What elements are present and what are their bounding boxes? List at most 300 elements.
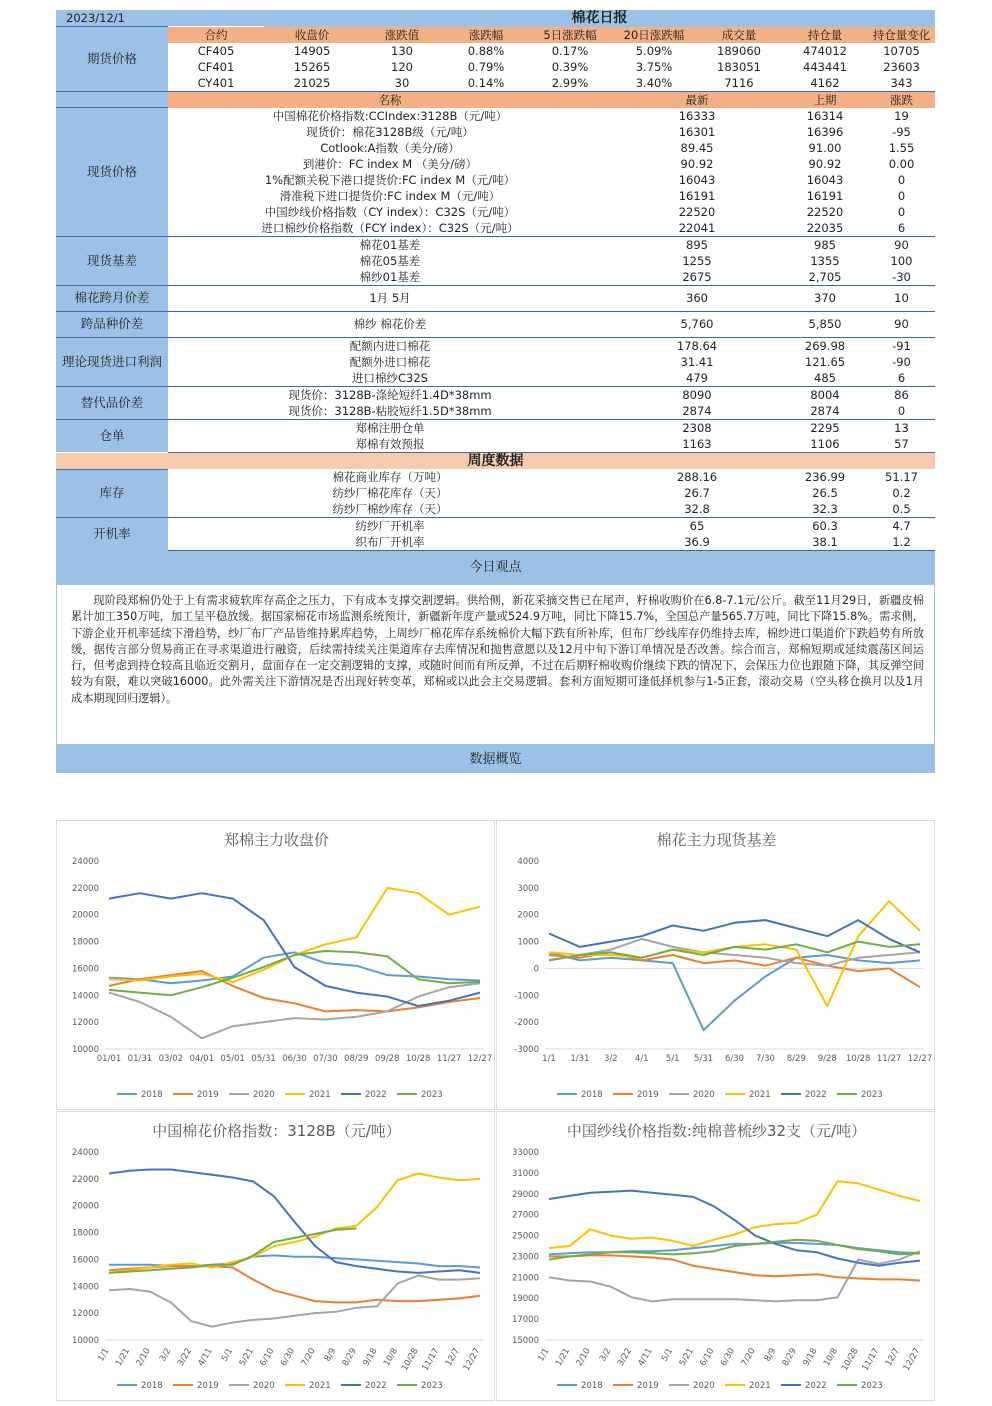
series-line-2020 (549, 1251, 920, 1301)
y-tick-label: 31000 (511, 1168, 539, 1179)
spot-row (56, 386, 935, 403)
x-tick-label: 8/9 (762, 1346, 779, 1364)
x-tick-label: 6/30 (278, 1346, 298, 1369)
spot-name: 进口棉纱C32S (168, 370, 612, 387)
spot-prev: 485 (782, 370, 868, 387)
y-tick-label: 29000 (511, 1189, 539, 1200)
spot-latest: 2308 (612, 419, 782, 436)
futures-cell: 2.99% (528, 75, 612, 92)
futures-cell: 343 (868, 75, 935, 92)
weekly-row (56, 501, 935, 518)
weekly-name: 棉花商业库存（万吨） (332, 470, 448, 484)
spot-group-label: 现货基差 (56, 236, 168, 285)
futures-cell: 0.14% (444, 75, 528, 92)
spot-name: 配额内进口棉花 (168, 337, 612, 354)
legend-label: 2023 (421, 1381, 443, 1391)
spot-latest: 895 (612, 236, 782, 253)
opinion-text: 现阶段郑棉仍处于上有需求疲软库存高企之压力，下有成本支撑交割逻辑。供给侧，新花采摘交售已在尾声，籽棉收购价在6.8-7.1元/公斤。截至11月29日，新疆皮棉累计加工350万吨，加工呈平稳放缓。据国家棉花市场监测系统预计，新疆新年度产量或524.9万吨，同比下降15.7%，全国总产量565.7万吨，同比下降15.8%。需求侧，下游企业开机率延续下滑趋势，纱厂布厂产品皆维持累库趋势，上周纱厂棉花库存系统棉价大幅下跌有所补库，但布厂纱线库存仍维持去库，棉纱进口渠道价下跌趋势有所放缓，据传言部分贸易商正在寻求渠道进行融资，后续需持续关注渠道库存去库情况和抛售意愿以及12月中旬下游订单情况是否改善。综合而言，郑棉短期或延续震荡区间运行，但考虑到持仓较高且临近交割月，盘面存在一定交割逻辑的支撑，或随时间而有所反弹，不过在后期籽棉收购价继续下跌的情况下，会保压力位也跟随下降，其反弹空间较为有限，难以突破16000。此外需关注下游情况是否出现好转变革，郑棉或以此会主交易逻辑。套利方面短期可逢低择机参与1-5正套，滚动交易（空头移仓换月以及1月成本期现回归逻辑）。 (56, 585, 935, 745)
x-tick-label: 11/27 (436, 1054, 462, 1064)
y-tick-label: 18000 (71, 1228, 99, 1239)
weekly-name: 织布厂开机率 (168, 534, 612, 551)
weekly-change: 4.7 (868, 518, 935, 535)
spot-group-label: 现货价格 (56, 108, 168, 237)
x-tick-label: 9/18 (361, 1346, 380, 1369)
spot-row (56, 204, 935, 220)
futures-cell: 130 (391, 43, 413, 58)
spot-prev: 1106 (782, 436, 868, 453)
x-tick-label: 12/7 (883, 1346, 902, 1369)
weekly-change: 1.2 (868, 534, 935, 551)
opinion-band-row (56, 551, 935, 586)
x-tick-label: 01/01 (96, 1054, 122, 1064)
x-tick-label: 7/30 (755, 1054, 775, 1064)
legend-label: 2021 (309, 1381, 331, 1391)
x-tick-label: 10/8 (381, 1346, 401, 1369)
series-line-2019 (549, 1255, 920, 1280)
futures-col-header: 持仓量 (782, 27, 868, 43)
spot-change: 19 (894, 108, 909, 123)
weekly-latest: 26.7 (684, 486, 710, 500)
x-tick-label: 12/27 (901, 1346, 923, 1373)
spot-col-latest: 最新 (612, 91, 782, 108)
x-tick-label: 5/21 (237, 1346, 256, 1369)
spot-prev: 370 (782, 285, 868, 311)
x-tick-label: 7/20 (739, 1346, 758, 1369)
spot-name: 棉花05基差 (359, 253, 421, 268)
spot-latest: 8090 (612, 386, 782, 403)
y-tick-label: 24000 (71, 857, 99, 867)
spot-row (56, 354, 935, 370)
spot-latest: 479 (612, 370, 782, 387)
legend-label: 2023 (421, 1090, 443, 1100)
x-tick-label: 1/21 (114, 1346, 133, 1369)
spot-prev: 16191 (806, 188, 844, 203)
chart-title: 中国棉花价格指数：3128B（元/吨） (152, 1122, 401, 1140)
weekly-prev: 60.3 (782, 518, 868, 535)
futures-col-header: 涨跌幅 (444, 27, 528, 43)
x-tick-label: 4/1 (634, 1054, 649, 1064)
spot-name: 配额外进口棉花 (349, 354, 431, 369)
spot-name: 中国纱线价格指数（CY index）：C32S（元/吨） (264, 204, 516, 219)
series-line-2018 (549, 952, 920, 1030)
opinion-title: 今日观点 (56, 551, 935, 586)
x-tick-label: 11/17 (860, 1346, 882, 1373)
weekly-change: 51.17 (885, 470, 918, 484)
legend-label: 2020 (693, 1090, 715, 1100)
spot-row (56, 140, 935, 156)
x-tick-label: 3/2 (603, 1054, 618, 1064)
spot-change: 100 (890, 253, 913, 268)
spot-name: 到港价：FC index M （美分/磅） (302, 156, 478, 171)
chart-panel-cci (56, 1111, 495, 1401)
x-tick-label: 4/11 (196, 1346, 215, 1369)
spot-name: 现货价：3128B-涤纶短纤1.4D*38mm (168, 386, 612, 403)
spot-latest: 2874 (612, 403, 782, 420)
spot-latest: 178.64 (612, 337, 782, 354)
weekly-latest: 65 (612, 518, 782, 535)
y-tick-label: 22000 (71, 883, 99, 894)
futures-cell: 5.09% (635, 43, 673, 58)
spot-row (56, 220, 935, 237)
legend-label: 2019 (197, 1090, 219, 1100)
chart-title: 棉花主力现货基差 (656, 831, 777, 849)
spot-header-row (56, 91, 935, 108)
futures-cell: 474012 (803, 43, 847, 58)
spot-name: 棉花01基差 (168, 236, 612, 253)
futures-cell: 3.75% (635, 59, 673, 74)
spot-group-label: 棉花跨月价差 (56, 285, 168, 311)
spot-prev: 90.92 (808, 156, 842, 171)
legend-label: 2023 (861, 1090, 883, 1100)
y-tick-label: 12000 (71, 1309, 99, 1320)
spot-latest: 16043 (678, 172, 716, 187)
spot-latest: 31.41 (680, 354, 714, 369)
spot-group-label: 替代品价差 (56, 386, 168, 419)
x-tick-label: 10/28 (405, 1054, 431, 1064)
x-tick-label: 10/28 (845, 1054, 871, 1064)
x-tick-label: 3/22 (175, 1346, 195, 1369)
y-tick-label: 15000 (511, 1336, 539, 1346)
x-tick-label: 9/18 (801, 1346, 820, 1369)
spot-change: 1.55 (888, 140, 915, 155)
futures-cell: 0.79% (467, 59, 505, 74)
legend-label: 2023 (861, 1381, 883, 1391)
daily-report-sheet (56, 10, 935, 773)
spot-row (56, 419, 935, 436)
zce-close-chart (57, 821, 496, 1111)
spot-latest: 1255 (682, 253, 712, 268)
futures-col-header: 涨跌值 (360, 27, 444, 43)
spot-prev: 2,705 (782, 269, 868, 286)
legend-label: 2020 (693, 1381, 715, 1391)
futures-col-header: 持仓量变化 (868, 27, 935, 43)
chart-panel-basis (496, 820, 935, 1110)
x-tick-label: 9/28 (817, 1054, 837, 1064)
spot-latest: 16301 (678, 124, 716, 139)
spot-prev: 985 (782, 236, 868, 253)
futures-header-row (56, 27, 935, 43)
x-tick-label: 06/30 (282, 1054, 307, 1064)
x-tick-label: 3/22 (615, 1346, 635, 1369)
spot-name: 1月 5月 (168, 285, 612, 311)
overview-title: 数据概览 (56, 745, 935, 773)
legend-label: 2019 (197, 1381, 219, 1391)
spot-row (56, 172, 935, 188)
spot-change: -90 (892, 354, 911, 369)
y-tick-label: 16000 (71, 964, 99, 975)
spot-change: 0.00 (888, 156, 915, 171)
spot-latest: 360 (612, 285, 782, 311)
spot-prev: 2874 (782, 403, 868, 420)
y-tick-label: -1000 (514, 991, 539, 1002)
x-tick-label: 6/30 (718, 1346, 738, 1369)
x-tick-label: 8/29 (340, 1346, 359, 1369)
x-tick-label: 10/8 (821, 1346, 841, 1369)
futures-col-header: 合约 (168, 27, 264, 43)
spot-change: -91 (868, 337, 935, 354)
spot-change: 0 (897, 204, 906, 219)
spot-prev: 16396 (806, 124, 844, 139)
x-tick-label: 1/31 (570, 1054, 590, 1064)
weekly-name: 纺纱厂棉纱库存（天） (168, 501, 612, 518)
y-tick-label: -3000 (514, 1045, 539, 1055)
spot-row (56, 156, 935, 172)
spot-group-label: 理论现货进口利润 (56, 337, 168, 386)
x-tick-label: 1/1 (536, 1346, 552, 1364)
legend-label: 2018 (581, 1381, 603, 1391)
x-tick-label: 1/21 (554, 1346, 573, 1369)
series-line-2023 (549, 1240, 920, 1260)
x-tick-label: 5/31 (694, 1054, 714, 1064)
weekly-name: 纺纱厂开机率 (168, 518, 612, 535)
x-tick-label: 09/28 (375, 1054, 400, 1064)
y-tick-label: 2000 (517, 910, 539, 921)
x-tick-label: 5/1 (665, 1054, 680, 1064)
spot-group-label: 仓单 (56, 419, 168, 452)
spot-prev: 8004 (782, 386, 868, 403)
weekly-row (56, 518, 935, 535)
x-tick-label: 10/28 (839, 1346, 861, 1373)
weekly-change: 0.2 (892, 486, 911, 500)
legend-label: 2022 (365, 1381, 387, 1391)
cci-chart (57, 1112, 496, 1402)
spot-change: 90 (868, 311, 935, 337)
y-tick-label: 18000 (71, 937, 99, 948)
weekly-change: 0.5 (868, 501, 935, 518)
spot-row (56, 436, 935, 453)
chart-panel-zce-close (56, 820, 495, 1110)
spot-row (56, 236, 935, 253)
x-tick-label: 05/31 (251, 1054, 276, 1064)
spot-row (56, 370, 935, 387)
spot-col-change: 涨跌 (868, 91, 935, 108)
spot-name: 郑棉有效预报 (168, 436, 612, 453)
futures-col-header: 20日涨跌幅 (612, 27, 696, 43)
y-tick-label: 14000 (71, 991, 99, 1002)
weekly-title: 周度数据 (56, 452, 935, 469)
spot-name: 现货价：3128B-粘胶短纤1.5D*38mm (168, 403, 612, 420)
futures-row (56, 75, 935, 92)
weekly-latest: 32.8 (612, 501, 782, 518)
y-tick-label: 0 (533, 964, 539, 975)
spot-row (56, 269, 935, 286)
spot-change: 6 (868, 370, 935, 387)
weekly-group-label: 库存 (56, 469, 168, 518)
legend-label: 2021 (749, 1090, 771, 1100)
x-tick-label: 11/27 (876, 1054, 902, 1064)
x-tick-label: 11/17 (420, 1346, 442, 1373)
spot-col-prev: 上期 (782, 91, 868, 108)
spot-row (56, 108, 935, 124)
basis-chart (497, 821, 936, 1111)
weekly-group-label: 开机率 (56, 518, 168, 551)
y-tick-label: 12000 (71, 1018, 99, 1029)
spot-name: 郑棉注册仓单 (168, 419, 612, 436)
chart-title: 中国纱线价格指数:纯棉普梳纱32支（元/吨） (566, 1122, 867, 1140)
spot-group-label: 跨品种价差 (56, 311, 168, 337)
futures-cell: 4162 (782, 75, 868, 92)
yarn-index-chart (497, 1112, 936, 1402)
spot-row (56, 311, 935, 337)
chart-panel-yarn (496, 1111, 935, 1401)
futures-cell: 189060 (717, 43, 761, 58)
futures-cell: 183051 (717, 59, 761, 74)
spot-prev: 5,850 (782, 311, 868, 337)
spot-change: 0 (897, 188, 906, 203)
spot-col-name: 名称 (168, 91, 612, 108)
futures-cell: CF401 (197, 59, 235, 74)
spot-name: 现货价：棉花3128B级（元/吨） (306, 124, 474, 139)
weekly-band-row (56, 452, 935, 469)
x-tick-label: 6/10 (258, 1346, 277, 1369)
spot-change: 90 (868, 236, 935, 253)
futures-cell: 7116 (696, 75, 782, 92)
spot-change: -30 (868, 269, 935, 286)
y-tick-label: 24000 (71, 1148, 99, 1158)
spot-name: 棉纱 棉花价差 (168, 311, 612, 337)
spot-name: 1%配额关税下港口提货价:FC index M（元/吨） (264, 172, 516, 187)
spot-change: 57 (868, 436, 935, 453)
spot-latest: 16191 (678, 188, 716, 203)
futures-cell: 21025 (264, 75, 360, 92)
spot-latest: 22041 (612, 220, 782, 237)
spot-name: 中国棉花价格指数:CCIndex:3128B（元/吨） (272, 108, 508, 123)
futures-row (56, 43, 935, 59)
x-tick-label: 6/30 (724, 1054, 745, 1064)
legend-label: 2018 (141, 1381, 163, 1391)
futures-row (56, 59, 935, 75)
y-tick-label: 20000 (71, 910, 99, 921)
futures-cell: CF405 (197, 43, 235, 58)
spot-name: 进口棉纱价格指数（FCY index）：C32S（元/吨） (168, 220, 612, 237)
x-tick-label: 12/27 (907, 1054, 933, 1064)
series-line-2020 (109, 983, 480, 1038)
x-tick-label: 2/10 (134, 1346, 153, 1369)
x-tick-label: 5/1 (659, 1346, 676, 1364)
x-tick-label: 8/9 (322, 1346, 339, 1364)
report-title: 棉花日报 (264, 10, 935, 27)
futures-cell: 0.39% (551, 59, 589, 74)
spot-name: Cotlook:A指数（美分/磅） (320, 140, 460, 155)
futures-cell: 30 (360, 75, 444, 92)
legend-label: 2022 (365, 1090, 387, 1100)
spot-prev: 16043 (806, 172, 844, 187)
futures-cell: 10705 (883, 43, 920, 58)
x-tick-label: 3/2 (597, 1346, 614, 1364)
spot-prev: 269.98 (782, 337, 868, 354)
futures-section-label: 期货价格 (56, 27, 168, 92)
spot-prev: 1355 (810, 253, 840, 268)
y-tick-label: 21000 (511, 1273, 539, 1284)
x-tick-label: 1/1 (542, 1054, 556, 1064)
x-tick-label: 8/29 (786, 1054, 806, 1064)
futures-cell: 120 (391, 59, 413, 74)
spot-latest: 1163 (612, 436, 782, 453)
spot-row (56, 337, 935, 354)
chart-title: 郑棉主力收盘价 (223, 831, 330, 849)
spot-change: 0 (868, 403, 935, 420)
futures-cell: CY401 (168, 75, 264, 92)
legend-label: 2018 (141, 1090, 163, 1100)
futures-cell: 0.17% (551, 43, 589, 58)
spot-change: 86 (868, 386, 935, 403)
y-tick-label: 22000 (71, 1174, 99, 1185)
x-tick-label: 12/27 (467, 1054, 493, 1064)
spot-row (56, 188, 935, 204)
x-tick-label: 8/29 (780, 1346, 799, 1369)
spot-prev: 22520 (806, 204, 844, 219)
x-tick-label: 12/7 (443, 1346, 462, 1369)
spot-latest: 5,760 (612, 311, 782, 337)
weekly-prev: 38.1 (782, 534, 868, 551)
x-tick-label: 04/01 (189, 1054, 214, 1064)
legend-label: 2021 (749, 1381, 771, 1391)
x-tick-label: 03/02 (158, 1054, 184, 1064)
legend-label: 2022 (805, 1090, 827, 1100)
x-tick-label: 05/01 (220, 1054, 245, 1064)
y-tick-label: 19000 (511, 1294, 539, 1305)
futures-cell: 23603 (883, 59, 920, 74)
weekly-latest: 288.16 (676, 470, 718, 484)
x-tick-label: 4/11 (636, 1346, 655, 1369)
y-tick-label: 20000 (71, 1201, 99, 1212)
legend-label: 2018 (581, 1090, 603, 1100)
spot-prev: 91.00 (808, 140, 842, 155)
futures-cell: 443441 (803, 59, 847, 74)
x-tick-label: 5/1 (219, 1346, 236, 1364)
legend-label: 2021 (309, 1090, 331, 1100)
spot-name: 棉纱01基差 (168, 269, 612, 286)
legend-label: 2020 (253, 1381, 275, 1391)
spot-latest: 22520 (678, 204, 716, 219)
legend-label: 2020 (253, 1090, 275, 1100)
x-tick-label: 7/20 (299, 1346, 318, 1369)
spot-prev: 22035 (782, 220, 868, 237)
y-tick-label: 17000 (511, 1315, 539, 1326)
weekly-name: 纺纱厂棉花库存（天） (332, 486, 448, 500)
spot-change: 10 (868, 285, 935, 311)
y-tick-label: 10000 (71, 1336, 99, 1346)
weekly-prev: 236.99 (804, 470, 846, 484)
spot-latest: 90.92 (680, 156, 714, 171)
spot-prev: 16314 (806, 108, 844, 123)
x-tick-label: 3/2 (157, 1346, 174, 1364)
weekly-row (56, 469, 935, 485)
spot-prev: 2295 (782, 419, 868, 436)
x-tick-label: 1/1 (96, 1346, 112, 1364)
y-tick-label: 33000 (511, 1148, 539, 1158)
futures-cell: 15265 (293, 59, 331, 74)
spot-latest: 89.45 (680, 140, 714, 155)
weekly-row (56, 485, 935, 501)
y-tick-label: 27000 (511, 1210, 539, 1221)
spot-latest: 2675 (612, 269, 782, 286)
y-tick-label: 23000 (511, 1252, 539, 1263)
spot-latest: 16333 (678, 108, 716, 123)
y-tick-label: 16000 (71, 1255, 99, 1266)
x-tick-label: 01/31 (127, 1054, 153, 1064)
spot-row (56, 403, 935, 420)
y-tick-label: 3000 (517, 883, 539, 894)
weekly-latest: 36.9 (612, 534, 782, 551)
legend-label: 2019 (637, 1381, 659, 1391)
x-tick-label: 12/27 (461, 1346, 483, 1373)
y-tick-label: -2000 (514, 1018, 539, 1029)
weekly-row (56, 534, 935, 551)
header-row (56, 10, 935, 27)
series-line-2023 (109, 951, 480, 995)
spot-row (56, 253, 935, 269)
